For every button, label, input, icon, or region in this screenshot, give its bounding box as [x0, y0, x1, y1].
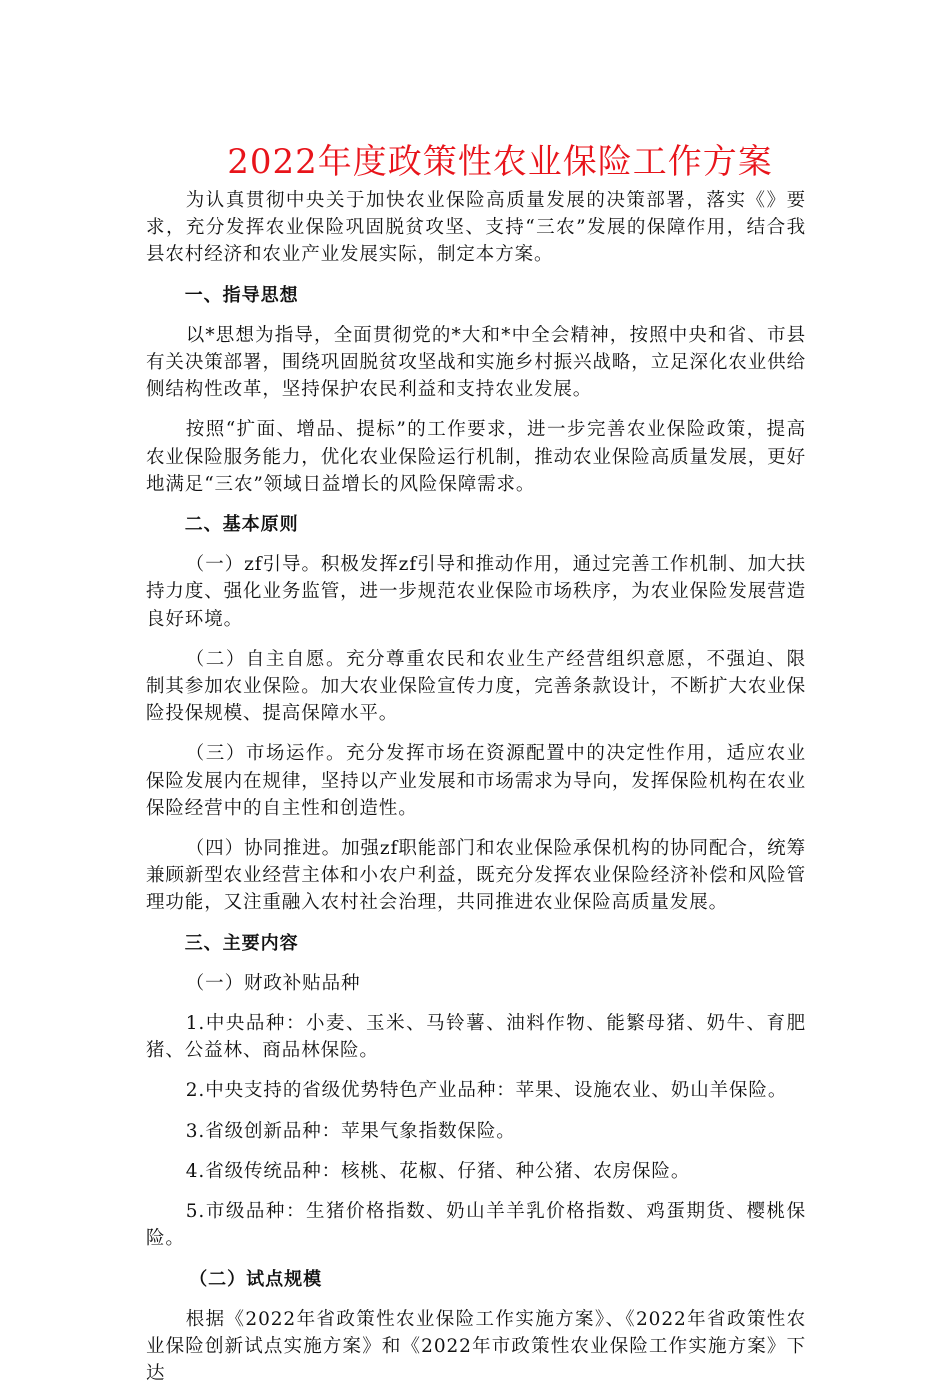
subheading-subsidy-varieties: （一）财政补贴品种: [185, 972, 361, 994]
paragraph: （一）zf引导。积极发挥zf引导和推动作用，通过完善工作机制、加大扶持力度、强化业务监管，进一步规范农业保险市场秩序，为农业保险发展营造良好环境。: [146, 554, 806, 630]
list-item: 4.省级传统品种：核桃、花椒、仔猪、种公猪、农房保险。: [185, 1160, 691, 1182]
document-body: [146, 187, 806, 1400]
section-heading-main-content: 三、主要内容: [184, 932, 299, 954]
paragraph: 根据《2022年省政策性农业保险工作实施方案》、《2022年省政策性农业保险创新试点实施方案》和《2022年市政策性农业保险工作实施方案》下达: [146, 1308, 806, 1385]
list-item: 1.中央品种：小麦、玉米、马铃薯、油料作物、能繁母猪、奶牛、育肥猪、公益林、商品林保险。: [146, 1013, 806, 1062]
subheading-pilot-scale: （二）试点规模: [189, 1268, 323, 1290]
list-item: 3.省级创新品种：苹果气象指数保险。: [185, 1120, 516, 1142]
paragraph: （三）市场运作。充分发挥市场在资源配置中的决定性作用，适应农业保险发展内在规律，坚持以产业发展和市场需求为导向，发挥保险机构在农业保险经营中的自主性和创造性。: [146, 743, 806, 819]
intro-paragraph: 为认真贯彻中央关于加快农业保险高质量发展的决策部署，落实《》要求，充分发挥农业保险巩固脱贫攻坚、支持“三农”发展的保障作用，结合我县农村经济和农业产业发展实际，制定本方案。: [146, 190, 806, 266]
paragraph: （四）协同推进。加强zf职能部门和农业保险承保机构的协同配合，统筹兼顾新型农业经营主体和小农户利益，既充分发挥农业保险经济补偿和风险管理功能，又注重融入农村社会治理，共同推进农业保险高质量发展。: [146, 838, 806, 914]
list-item: 5.市级品种：生猪价格指数、奶山羊羊乳价格指数、鸡蛋期货、樱桃保险。: [146, 1201, 806, 1250]
section-heading-basic-principles: 二、基本原则: [184, 514, 299, 536]
paragraph: 按照“扩面、增品、提标”的工作要求，进一步完善农业保险政策，提高农业保险服务能力，优化农业保险运行机制，推动农业保险高质量发展，更好地满足“三农”领域日益增长的风险保障需求。: [146, 419, 806, 495]
list-item: 2.中央支持的省级优势特色产业品种：苹果、设施农业、奶山羊保险。: [185, 1080, 788, 1102]
paragraph: （二）自主自愿。充分尊重农民和农业生产经营组织意愿，不强迫、限制其参加农业保险。加大农业保险宣传力度，完善条款设计，不断扩大农业保险投保规模、提高保障水平。: [146, 648, 806, 725]
paragraph: 以*思想为指导，全面贯彻党的*大和*中全会精神，按照中央和省、市县有关决策部署，围绕巩固脱贫攻坚战和实施乡村振兴战略，立足深化农业供给侧结构性改革，坚持保护农民利益和支持农业发展。: [146, 324, 806, 401]
document-title: 2022年度政策性农业保险工作方案: [227, 142, 773, 182]
section-heading-guiding-ideology: 一、指导思想: [184, 284, 299, 306]
